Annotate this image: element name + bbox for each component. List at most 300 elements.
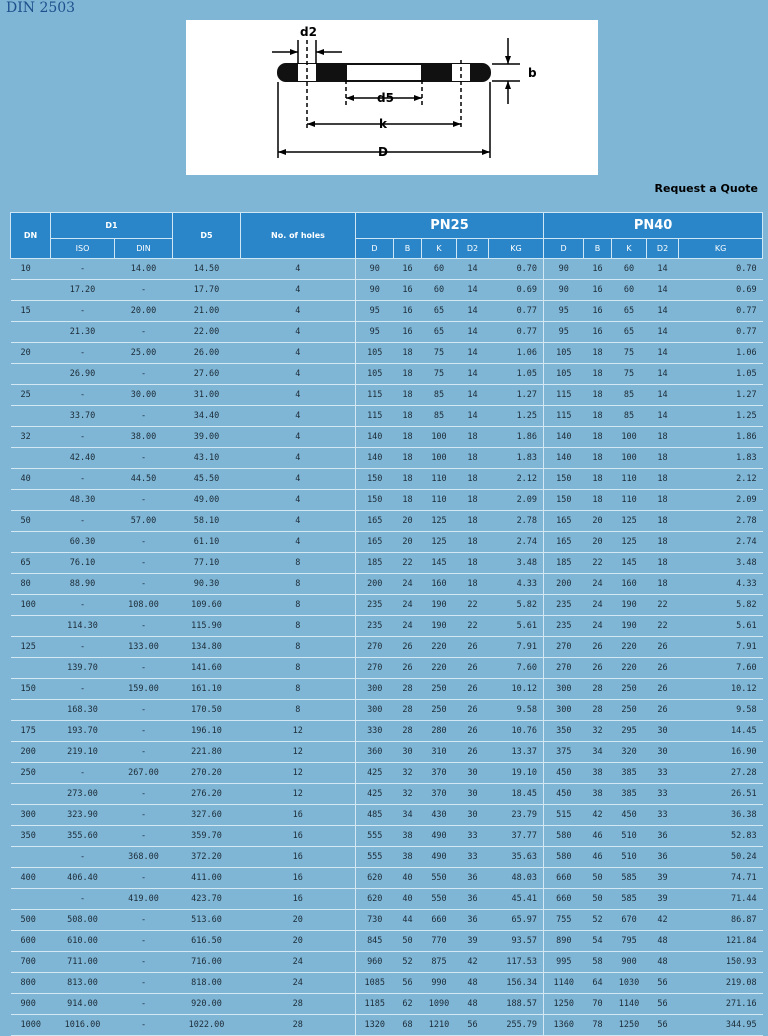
cell-dn	[11, 406, 51, 427]
cell-d5: 49.00	[173, 490, 241, 511]
cell-dn: 500	[11, 910, 51, 931]
cell-pn25-kg: 93.57	[489, 931, 544, 952]
cell-pn25-d2: 14	[457, 406, 489, 427]
cell-d1-din: 267.00	[115, 763, 173, 784]
cell-pn25-kg: 1.86	[489, 427, 544, 448]
cell-pn40-d2: 18	[647, 511, 679, 532]
cell-pn25-d: 300	[356, 679, 394, 700]
cell-pn25-kg: 37.77	[489, 826, 544, 847]
cell-pn25-b: 68	[394, 1015, 422, 1036]
cell-pn25-d2: 30	[457, 763, 489, 784]
cell-pn40-d2: 48	[647, 931, 679, 952]
cell-pn25-d2: 26	[457, 658, 489, 679]
cell-d1-din: -	[115, 280, 173, 301]
table-row	[11, 280, 763, 301]
cell-pn25-d: 165	[356, 532, 394, 553]
cell-d5: 818.00	[173, 973, 241, 994]
header-d1: D1	[51, 213, 173, 239]
cell-pn25-k: 100	[422, 427, 457, 448]
cell-holes: 4	[241, 427, 356, 448]
cell-pn40-b: 38	[584, 763, 612, 784]
cell-pn40-k: 1250	[612, 1015, 647, 1036]
cell-pn40-b: 24	[584, 616, 612, 637]
cell-pn25-d2: 56	[457, 1015, 489, 1036]
cell-pn40-d: 755	[544, 910, 584, 931]
cell-pn25-d: 235	[356, 616, 394, 637]
cell-pn25-k: 490	[422, 826, 457, 847]
label-D: D	[378, 145, 388, 159]
cell-holes: 8	[241, 637, 356, 658]
label-k: k	[379, 117, 387, 131]
cell-pn25-d: 555	[356, 826, 394, 847]
cell-d1-iso: 813.00	[51, 973, 115, 994]
cell-pn40-k: 510	[612, 826, 647, 847]
cell-pn40-k: 250	[612, 679, 647, 700]
header-pn25-k: K	[422, 239, 457, 259]
cell-pn40-d2: 14	[647, 301, 679, 322]
table-row	[11, 952, 763, 973]
cell-pn25-k: 220	[422, 658, 457, 679]
cell-dn	[11, 847, 51, 868]
table-row	[11, 595, 763, 616]
cell-pn25-k: 370	[422, 784, 457, 805]
cell-pn25-b: 44	[394, 910, 422, 931]
cell-d1-iso: 273.00	[51, 784, 115, 805]
cell-d1-iso: 355.60	[51, 826, 115, 847]
cell-pn25-d: 200	[356, 574, 394, 595]
cell-pn25-kg: 9.58	[489, 700, 544, 721]
cell-d1-iso: 60.30	[51, 532, 115, 553]
cell-pn25-k: 85	[422, 406, 457, 427]
cell-pn25-d: 1320	[356, 1015, 394, 1036]
cell-pn25-b: 18	[394, 406, 422, 427]
cell-pn25-d: 165	[356, 511, 394, 532]
cell-pn25-k: 250	[422, 700, 457, 721]
table-row	[11, 532, 763, 553]
cell-holes: 4	[241, 406, 356, 427]
cell-d5: 716.00	[173, 952, 241, 973]
cell-pn25-kg: 4.33	[489, 574, 544, 595]
cell-pn25-d: 105	[356, 364, 394, 385]
cell-d5: 161.10	[173, 679, 241, 700]
cell-d5: 359.70	[173, 826, 241, 847]
cell-d1-iso: 711.00	[51, 952, 115, 973]
header-iso: ISO	[51, 239, 115, 259]
cell-pn25-b: 38	[394, 826, 422, 847]
cell-holes: 8	[241, 595, 356, 616]
table-row	[11, 805, 763, 826]
cell-pn40-d: 105	[544, 343, 584, 364]
header-pn25-d: D	[356, 239, 394, 259]
header-din: DIN	[115, 239, 173, 259]
cell-holes: 4	[241, 301, 356, 322]
cell-pn25-b: 16	[394, 280, 422, 301]
cell-pn25-d2: 22	[457, 595, 489, 616]
cell-pn40-b: 16	[584, 259, 612, 280]
cell-pn40-kg: 74.71	[679, 868, 763, 889]
cell-pn25-b: 40	[394, 868, 422, 889]
cell-pn25-kg: 45.41	[489, 889, 544, 910]
cell-pn40-k: 100	[612, 448, 647, 469]
cell-d1-din: -	[115, 784, 173, 805]
cell-pn25-d2: 26	[457, 721, 489, 742]
cell-pn25-d2: 18	[457, 469, 489, 490]
cell-pn25-b: 24	[394, 595, 422, 616]
cell-pn40-d: 995	[544, 952, 584, 973]
cell-pn25-b: 50	[394, 931, 422, 952]
cell-d1-din: -	[115, 1015, 173, 1036]
cell-dn	[11, 364, 51, 385]
cell-dn: 125	[11, 637, 51, 658]
cell-d1-iso: 17.20	[51, 280, 115, 301]
cell-pn25-b: 18	[394, 385, 422, 406]
cell-holes: 24	[241, 973, 356, 994]
cell-pn40-b: 18	[584, 448, 612, 469]
cell-dn: 150	[11, 679, 51, 700]
cell-pn25-b: 16	[394, 259, 422, 280]
cell-pn25-d2: 36	[457, 889, 489, 910]
cell-pn25-k: 875	[422, 952, 457, 973]
cell-d1-din: -	[115, 574, 173, 595]
cell-d1-iso: 219.10	[51, 742, 115, 763]
cell-d1-iso: -	[51, 679, 115, 700]
cell-pn25-k: 660	[422, 910, 457, 931]
cell-pn40-k: 900	[612, 952, 647, 973]
cell-pn25-d2: 42	[457, 952, 489, 973]
request-quote-link[interactable]: Request a Quote	[654, 182, 758, 195]
cell-pn25-b: 20	[394, 532, 422, 553]
cell-pn40-d2: 26	[647, 679, 679, 700]
cell-pn25-d2: 18	[457, 511, 489, 532]
cell-pn40-k: 585	[612, 889, 647, 910]
cell-pn25-k: 1210	[422, 1015, 457, 1036]
cell-pn40-d2: 33	[647, 805, 679, 826]
cell-holes: 4	[241, 511, 356, 532]
table-row	[11, 931, 763, 952]
cell-pn40-b: 16	[584, 322, 612, 343]
cell-holes: 4	[241, 280, 356, 301]
cell-pn25-d: 1185	[356, 994, 394, 1015]
cell-pn40-k: 320	[612, 742, 647, 763]
table-row	[11, 889, 763, 910]
cell-d1-iso: -	[51, 259, 115, 280]
cell-d5: 423.70	[173, 889, 241, 910]
header-pn40: PN40	[544, 213, 763, 239]
cell-pn40-d2: 18	[647, 532, 679, 553]
cell-dn	[11, 490, 51, 511]
cell-d5: 31.00	[173, 385, 241, 406]
cell-pn25-kg: 10.76	[489, 721, 544, 742]
cell-dn: 800	[11, 973, 51, 994]
cell-d5: 21.00	[173, 301, 241, 322]
cell-d1-iso: -	[51, 847, 115, 868]
cell-d1-din: -	[115, 616, 173, 637]
cell-holes: 4	[241, 532, 356, 553]
cell-pn25-kg: 0.77	[489, 322, 544, 343]
cell-pn40-kg: 2.12	[679, 469, 763, 490]
cell-pn25-k: 65	[422, 301, 457, 322]
cell-pn40-d: 95	[544, 322, 584, 343]
cell-pn25-k: 310	[422, 742, 457, 763]
page-title: DIN 2503	[6, 0, 76, 16]
cell-pn40-d: 580	[544, 847, 584, 868]
cell-d1-iso: -	[51, 343, 115, 364]
cell-pn40-d: 660	[544, 868, 584, 889]
cell-d1-iso: -	[51, 301, 115, 322]
cell-pn25-d: 620	[356, 868, 394, 889]
header-pn40-d2: D2	[647, 239, 679, 259]
table-row	[11, 406, 763, 427]
cell-pn25-kg: 1.83	[489, 448, 544, 469]
cell-pn40-d: 890	[544, 931, 584, 952]
cell-pn40-kg: 150.93	[679, 952, 763, 973]
cell-pn40-k: 60	[612, 280, 647, 301]
cell-dn	[11, 658, 51, 679]
cell-pn25-k: 190	[422, 595, 457, 616]
cell-pn25-d2: 48	[457, 994, 489, 1015]
cell-pn25-kg: 255.79	[489, 1015, 544, 1036]
cell-pn40-k: 110	[612, 469, 647, 490]
cell-d1-iso: -	[51, 889, 115, 910]
header-pn40-b: B	[584, 239, 612, 259]
cell-d5: 26.00	[173, 343, 241, 364]
cell-d5: 513.60	[173, 910, 241, 931]
cell-d5: 34.40	[173, 406, 241, 427]
cell-dn: 700	[11, 952, 51, 973]
cell-pn25-d2: 36	[457, 910, 489, 931]
cell-pn25-k: 110	[422, 469, 457, 490]
cell-pn25-d2: 33	[457, 847, 489, 868]
cell-d5: 616.50	[173, 931, 241, 952]
cell-pn25-k: 60	[422, 259, 457, 280]
cell-d1-din: -	[115, 658, 173, 679]
cell-d1-din: 57.00	[115, 511, 173, 532]
cell-d1-iso: -	[51, 637, 115, 658]
cell-pn25-b: 38	[394, 847, 422, 868]
cell-pn25-k: 220	[422, 637, 457, 658]
cell-pn40-k: 85	[612, 406, 647, 427]
cell-d1-din: 108.00	[115, 595, 173, 616]
cell-d5: 17.70	[173, 280, 241, 301]
cell-pn25-d2: 30	[457, 784, 489, 805]
cell-pn25-d2: 14	[457, 280, 489, 301]
cell-d1-din: -	[115, 994, 173, 1015]
cell-pn40-k: 60	[612, 259, 647, 280]
cell-dn: 600	[11, 931, 51, 952]
cell-d1-din: -	[115, 826, 173, 847]
cell-pn40-d: 90	[544, 259, 584, 280]
cell-d1-din: -	[115, 532, 173, 553]
cell-d1-din: -	[115, 364, 173, 385]
cell-d1-iso: 508.00	[51, 910, 115, 931]
table-row	[11, 385, 763, 406]
cell-dn	[11, 532, 51, 553]
cell-dn	[11, 784, 51, 805]
cell-pn40-kg: 1.25	[679, 406, 763, 427]
header-pn40-kg: KG	[679, 239, 763, 259]
cell-pn40-d2: 30	[647, 721, 679, 742]
cell-d5: 141.60	[173, 658, 241, 679]
cell-pn40-b: 18	[584, 406, 612, 427]
cell-holes: 12	[241, 763, 356, 784]
cell-pn25-b: 18	[394, 364, 422, 385]
cell-pn25-d: 115	[356, 406, 394, 427]
cell-pn40-b: 38	[584, 784, 612, 805]
cell-pn40-d: 515	[544, 805, 584, 826]
cell-pn40-d2: 14	[647, 280, 679, 301]
cell-pn40-b: 50	[584, 868, 612, 889]
cell-pn40-kg: 10.12	[679, 679, 763, 700]
cell-d5: 45.50	[173, 469, 241, 490]
cell-pn25-d: 185	[356, 553, 394, 574]
cell-holes: 8	[241, 679, 356, 700]
cell-d1-iso: 26.90	[51, 364, 115, 385]
cell-pn40-k: 1140	[612, 994, 647, 1015]
table-row	[11, 364, 763, 385]
cell-holes: 8	[241, 658, 356, 679]
cell-pn40-kg: 1.83	[679, 448, 763, 469]
cell-holes: 16	[241, 889, 356, 910]
cell-pn40-kg: 52.83	[679, 826, 763, 847]
cell-pn25-b: 20	[394, 511, 422, 532]
cell-pn25-k: 430	[422, 805, 457, 826]
cell-pn40-k: 670	[612, 910, 647, 931]
cell-pn25-kg: 10.12	[489, 679, 544, 700]
cell-pn25-d2: 26	[457, 637, 489, 658]
cell-pn25-b: 16	[394, 322, 422, 343]
cell-pn40-k: 585	[612, 868, 647, 889]
cell-pn40-d2: 18	[647, 574, 679, 595]
cell-pn25-k: 100	[422, 448, 457, 469]
cell-pn25-kg: 35.63	[489, 847, 544, 868]
cell-holes: 4	[241, 343, 356, 364]
cell-pn25-b: 28	[394, 721, 422, 742]
cell-pn40-kg: 2.78	[679, 511, 763, 532]
cell-pn25-d: 150	[356, 490, 394, 511]
cell-pn40-d2: 36	[647, 847, 679, 868]
cell-pn25-b: 18	[394, 448, 422, 469]
cell-pn40-kg: 344.95	[679, 1015, 763, 1036]
table-row	[11, 1015, 763, 1036]
cell-d5: 276.20	[173, 784, 241, 805]
cell-d5: 196.10	[173, 721, 241, 742]
cell-pn40-d2: 26	[647, 700, 679, 721]
cell-pn40-kg: 50.24	[679, 847, 763, 868]
cell-pn40-k: 85	[612, 385, 647, 406]
cell-pn40-d2: 18	[647, 448, 679, 469]
cell-holes: 12	[241, 784, 356, 805]
cell-pn40-d2: 14	[647, 385, 679, 406]
cell-pn25-kg: 188.57	[489, 994, 544, 1015]
table-row	[11, 301, 763, 322]
cell-pn40-b: 70	[584, 994, 612, 1015]
cell-pn25-d2: 39	[457, 931, 489, 952]
cell-pn25-d: 330	[356, 721, 394, 742]
cell-d1-din: 368.00	[115, 847, 173, 868]
cell-pn25-b: 26	[394, 637, 422, 658]
cell-d1-iso: 114.30	[51, 616, 115, 637]
cell-pn25-k: 160	[422, 574, 457, 595]
cell-d5: 77.10	[173, 553, 241, 574]
cell-pn40-b: 78	[584, 1015, 612, 1036]
cell-pn25-d2: 18	[457, 532, 489, 553]
cell-pn25-b: 18	[394, 343, 422, 364]
cell-pn40-k: 125	[612, 532, 647, 553]
cell-pn25-b: 56	[394, 973, 422, 994]
cell-dn: 15	[11, 301, 51, 322]
cell-holes: 24	[241, 952, 356, 973]
table-row	[11, 658, 763, 679]
cell-dn: 350	[11, 826, 51, 847]
cell-holes: 16	[241, 826, 356, 847]
cell-pn25-d: 485	[356, 805, 394, 826]
cell-pn25-k: 110	[422, 490, 457, 511]
cell-pn25-k: 280	[422, 721, 457, 742]
cell-pn25-b: 40	[394, 889, 422, 910]
cell-d1-din: 25.00	[115, 343, 173, 364]
cell-d5: 27.60	[173, 364, 241, 385]
cell-pn25-k: 770	[422, 931, 457, 952]
cell-holes: 4	[241, 259, 356, 280]
cell-holes: 8	[241, 553, 356, 574]
header-pn25-b: B	[394, 239, 422, 259]
cell-pn40-d2: 36	[647, 826, 679, 847]
header-pn25: PN25	[356, 213, 544, 239]
cell-pn40-kg: 36.38	[679, 805, 763, 826]
cell-pn40-b: 18	[584, 364, 612, 385]
cell-d1-din: 14.00	[115, 259, 173, 280]
cell-pn40-d: 1250	[544, 994, 584, 1015]
cell-d1-iso: 168.30	[51, 700, 115, 721]
cell-pn40-d: 115	[544, 385, 584, 406]
cell-pn25-k: 370	[422, 763, 457, 784]
cell-pn25-k: 990	[422, 973, 457, 994]
cell-pn40-kg: 1.27	[679, 385, 763, 406]
cell-pn40-k: 190	[612, 616, 647, 637]
cell-pn25-d2: 14	[457, 322, 489, 343]
cell-pn25-b: 52	[394, 952, 422, 973]
cell-pn25-d2: 33	[457, 826, 489, 847]
cell-pn40-b: 16	[584, 280, 612, 301]
cell-pn25-d: 95	[356, 322, 394, 343]
cell-pn25-kg: 5.61	[489, 616, 544, 637]
cell-pn40-d: 95	[544, 301, 584, 322]
table-row	[11, 742, 763, 763]
cell-pn40-d2: 33	[647, 784, 679, 805]
cell-pn25-d2: 14	[457, 301, 489, 322]
cell-pn40-k: 100	[612, 427, 647, 448]
cell-pn40-kg: 121.84	[679, 931, 763, 952]
cell-d1-din: -	[115, 973, 173, 994]
cell-pn40-b: 18	[584, 490, 612, 511]
cell-d1-din: -	[115, 721, 173, 742]
cell-pn40-k: 220	[612, 658, 647, 679]
cell-pn40-d2: 56	[647, 1015, 679, 1036]
cell-d1-iso: 1016.00	[51, 1015, 115, 1036]
cell-pn25-b: 32	[394, 763, 422, 784]
cell-d5: 170.50	[173, 700, 241, 721]
cell-pn25-b: 24	[394, 574, 422, 595]
cell-d1-din: -	[115, 910, 173, 931]
cell-holes: 4	[241, 490, 356, 511]
header-dn: DN	[11, 213, 51, 259]
cell-d1-din: 419.00	[115, 889, 173, 910]
table-row	[11, 784, 763, 805]
cell-holes: 12	[241, 721, 356, 742]
cell-d5: 134.80	[173, 637, 241, 658]
cell-pn25-d: 730	[356, 910, 394, 931]
cell-holes: 16	[241, 805, 356, 826]
